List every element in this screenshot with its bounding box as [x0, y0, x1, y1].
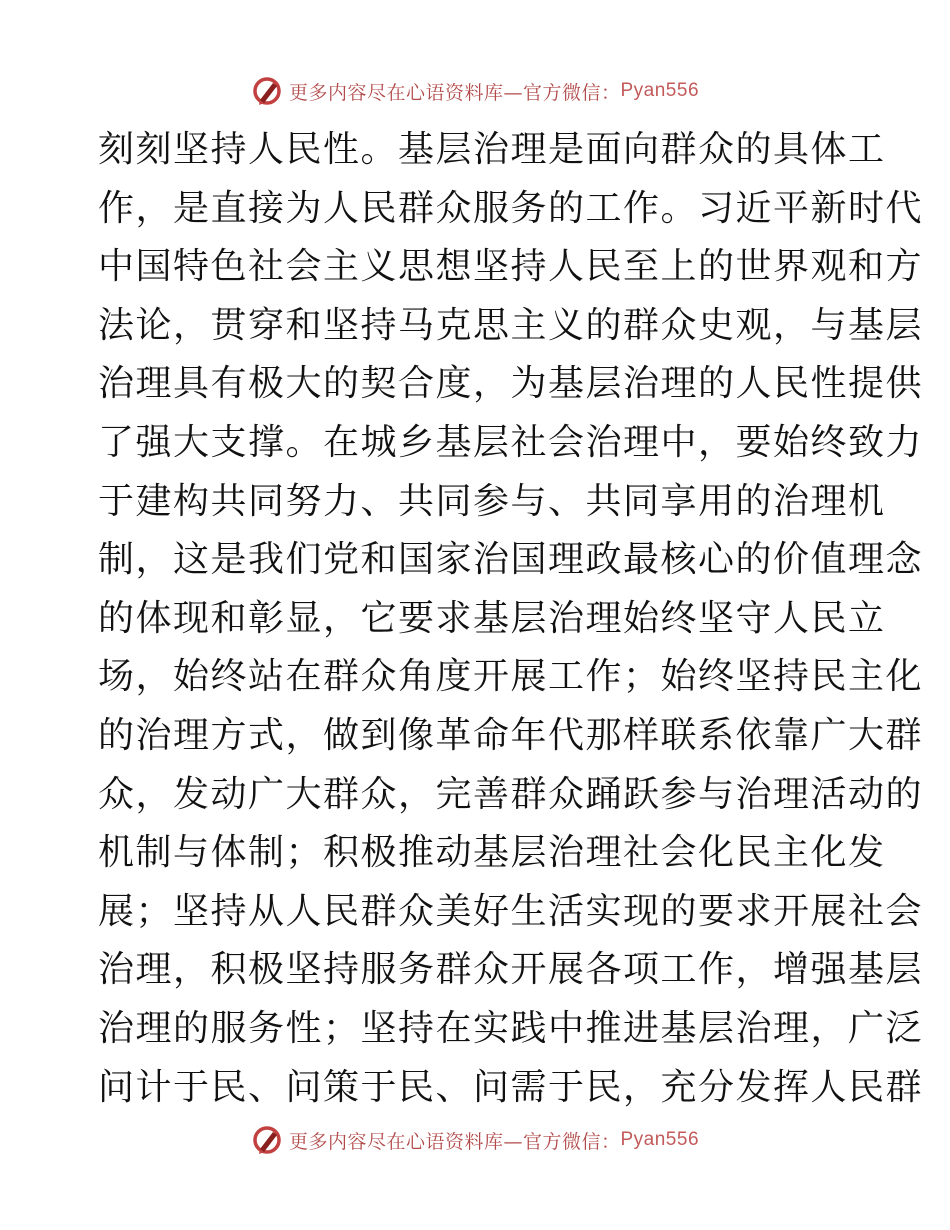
header-watermark: [0, 71, 950, 111]
pen-logo-icon: [251, 75, 283, 107]
text-line: 了强大支撑。在城乡基层社会治理中，要始终致力: [98, 421, 924, 463]
text-line: 于建构共同努力、共同参与、共同享用的治理机: [98, 480, 886, 522]
text-line: 制，这是我们党和国家治国理政最核心的价值理念: [98, 539, 924, 581]
watermark-text: 更多内容尽在心语资料库—官方微信：: [288, 81, 621, 104]
pen-logo-icon: [251, 1124, 283, 1156]
text-line: 中国特色社会主义思想坚持人民至上的世界观和方: [98, 246, 924, 288]
text-line: 场，始终站在群众角度开展工作；始终坚持民主化: [98, 656, 924, 698]
text-line: 的治理方式，做到像革命年代那样联系依靠广大群: [98, 714, 924, 756]
text-line: 刻刻坚持人民性。基层治理是面向群众的具体工: [98, 129, 886, 170]
text-line: 众，发动广大群众，完善群众踊跃参与治理活动的: [98, 773, 924, 815]
text-line: 问计于民、问策于民、问需于民，充分发挥人民群: [98, 1066, 924, 1108]
text-line: 机制与体制；积极推动基层治理社会化民主化发: [98, 832, 886, 874]
text-line: 治理的服务性；坚持在实践中推进基层治理，广泛: [98, 1007, 924, 1049]
text-line: 治理，积极坚持服务群众开展各项工作，增强基层: [98, 949, 924, 991]
text-line: 治理具有极大的契合度，为基层治理的人民性提供: [98, 363, 924, 405]
document-body: [98, 121, 924, 1117]
text-line: 法论，贯穿和坚持马克思主义的群众史观，与基层: [98, 304, 924, 346]
text-line: 展；坚持从人民群众美好生活实现的要求开展社会: [98, 890, 924, 932]
footer-watermark: [0, 1120, 950, 1160]
watermark-id: Pyan556: [620, 80, 700, 101]
text-line: 的体现和彰显，它要求基层治理始终坚守人民立: [98, 597, 886, 639]
watermark-text: 更多内容尽在心语资料库—官方微信：: [288, 1130, 621, 1153]
watermark-id: Pyan556: [620, 1129, 700, 1150]
text-line: 作，是直接为人民群众服务的工作。习近平新时代: [98, 187, 924, 229]
